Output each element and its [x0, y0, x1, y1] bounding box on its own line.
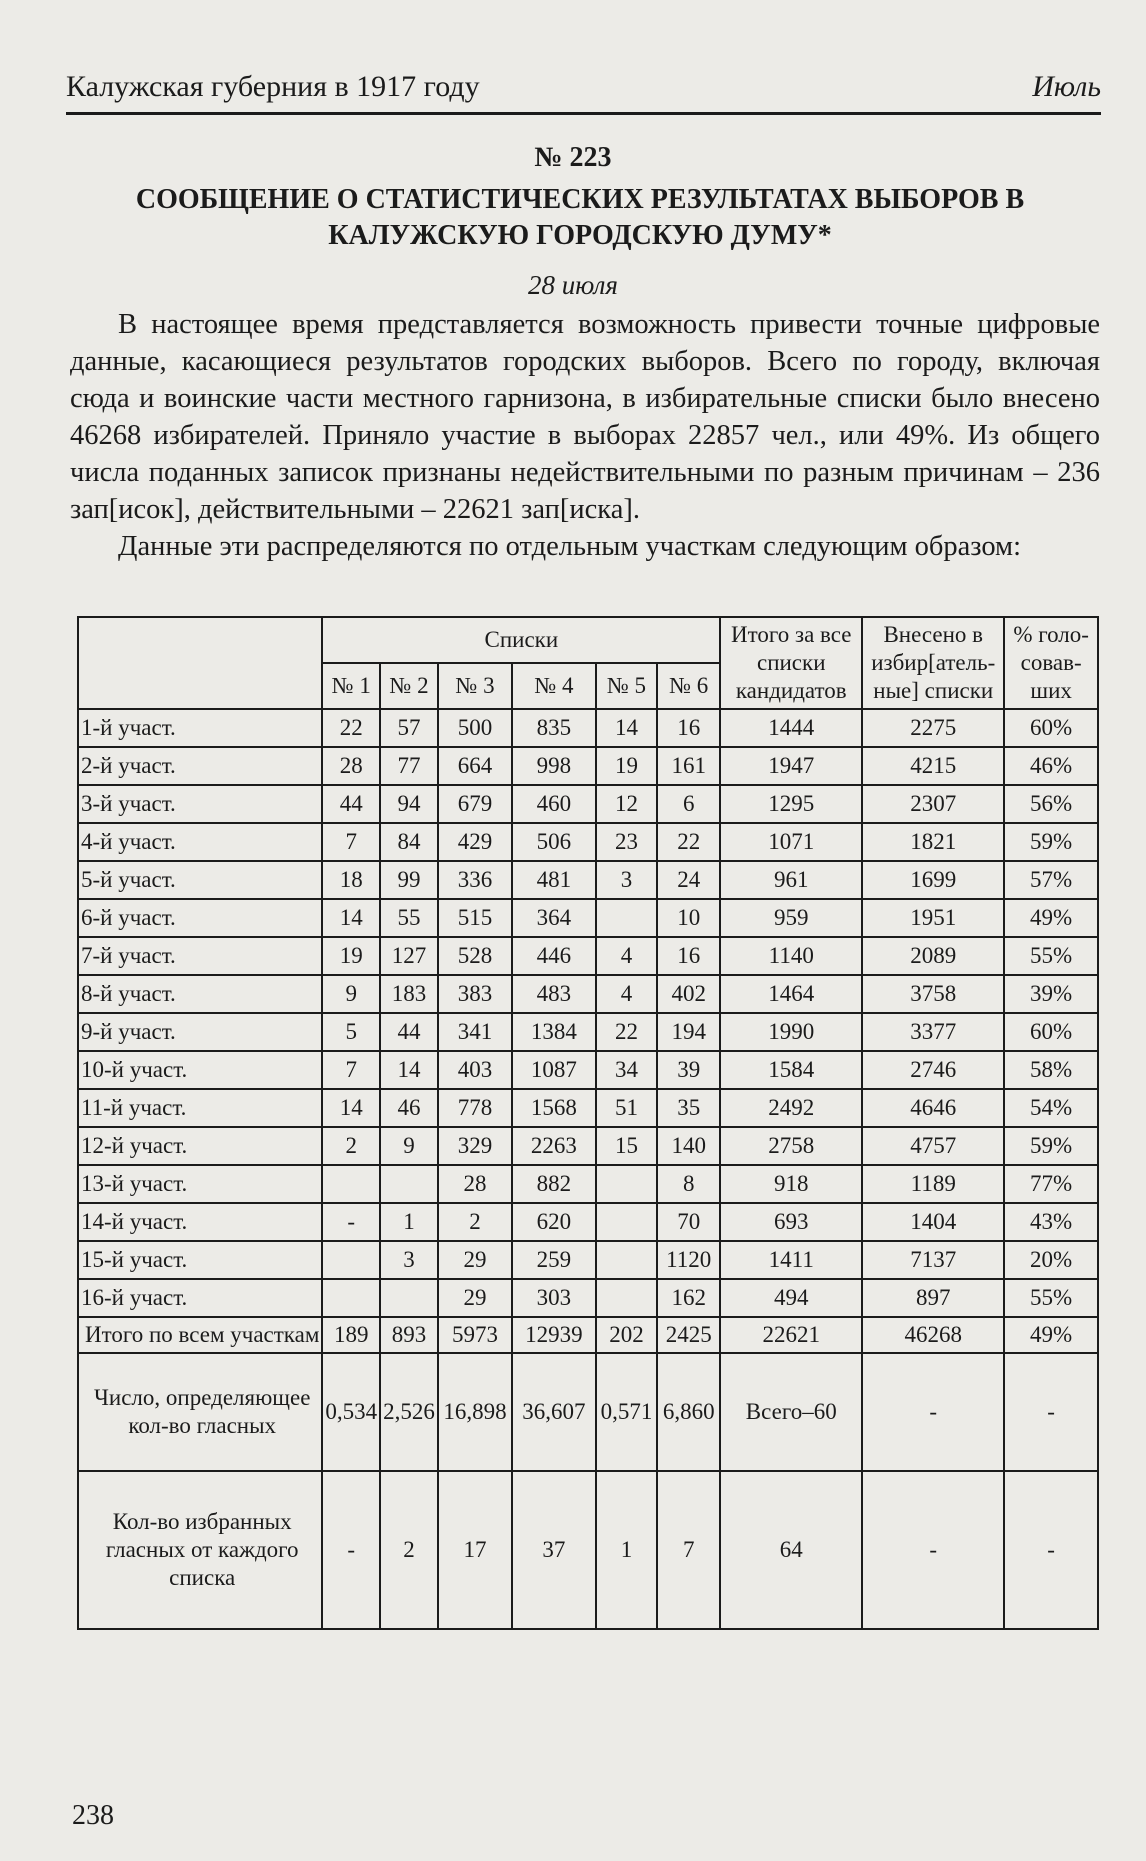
table-cell: 2758 — [720, 1127, 862, 1165]
percent-column-header: % голо-совав-ших — [1004, 617, 1098, 709]
table-cell: 55% — [1004, 937, 1098, 975]
table-row — [78, 785, 1098, 823]
table-cell: 1384 — [512, 1013, 596, 1051]
table-cell: 12 — [596, 785, 657, 823]
total-column-header: Итого за все списки кандидатов — [720, 617, 862, 709]
table-cell: 59% — [1004, 1127, 1098, 1165]
table-cell: 1140 — [720, 937, 862, 975]
body-text — [70, 306, 1100, 565]
table-cell: 336 — [438, 861, 512, 899]
table-cell: 1071 — [720, 823, 862, 861]
table-cell: 162 — [657, 1279, 720, 1317]
table-cell: 383 — [438, 975, 512, 1013]
table-cell: 3 — [380, 1241, 438, 1279]
table-cell: 24 — [657, 861, 720, 899]
table-cell: 959 — [720, 899, 862, 937]
table-cell: 77% — [1004, 1165, 1098, 1203]
table-cell: 1295 — [720, 785, 862, 823]
table-cell: 183 — [380, 975, 438, 1013]
table-cell: 460 — [512, 785, 596, 823]
table-cell: 35 — [657, 1089, 720, 1127]
table-cell: Всего–60 — [720, 1353, 862, 1471]
paragraph: В настоящее время представляется возможность привести точные цифровые данные, касающиеся результатов городских выборов. Всего по городу, включая сюда и воинские части местного гарнизона, в избирательные списки было внесено 46268 избирателей. Приняло участие в выборах 22857 чел., или 49%. Из общего числа поданных записок признаны недействительными по разным причинам – 236 зап[исок], действительными – 22621 зап[иска]. — [70, 309, 1100, 525]
table-cell: 77 — [380, 747, 438, 785]
list-column-header: № 6 — [657, 663, 720, 709]
table-cell: 1951 — [862, 899, 1004, 937]
table-cell: 506 — [512, 823, 596, 861]
table-row — [78, 1165, 1098, 1203]
table-cell: 70 — [657, 1203, 720, 1241]
table-cell: 2275 — [862, 709, 1004, 747]
table-cell: 10 — [657, 899, 720, 937]
table-cell: 494 — [720, 1279, 862, 1317]
table-cell: 55% — [1004, 1279, 1098, 1317]
table-cell: 18 — [322, 861, 380, 899]
lists-header: Списки — [322, 617, 720, 663]
table-cell: 51 — [596, 1089, 657, 1127]
table-cell: 34 — [596, 1051, 657, 1089]
table-cell: 515 — [438, 899, 512, 937]
table-cell: 1444 — [720, 709, 862, 747]
table-cell: 7 — [322, 1051, 380, 1089]
row-label: 4-й участ. — [78, 823, 322, 861]
table-cell: 14 — [322, 1089, 380, 1127]
table-cell: 446 — [512, 937, 596, 975]
table-cell: 60% — [1004, 1013, 1098, 1051]
table-cell — [596, 1279, 657, 1317]
table-cell — [322, 1241, 380, 1279]
table-cell: 3758 — [862, 975, 1004, 1013]
table-cell: 528 — [438, 937, 512, 975]
table-cell: 194 — [657, 1013, 720, 1051]
table-cell: 16,898 — [438, 1353, 512, 1471]
table-cell: 55 — [380, 899, 438, 937]
row-label: Итого по всем участкам — [78, 1317, 322, 1353]
table-row — [78, 709, 1098, 747]
table-cell: 49% — [1004, 899, 1098, 937]
table-cell: 22621 — [720, 1317, 862, 1353]
list-column-header: № 4 — [512, 663, 596, 709]
table-cell: 28 — [438, 1165, 512, 1203]
table-cell: 620 — [512, 1203, 596, 1241]
table-cell: 14 — [380, 1051, 438, 1089]
table-cell: 44 — [380, 1013, 438, 1051]
table-cell: 259 — [512, 1241, 596, 1279]
table-cell: 22 — [596, 1013, 657, 1051]
table-cell: 202 — [596, 1317, 657, 1353]
table-cell: 1568 — [512, 1089, 596, 1127]
table-cell: 693 — [720, 1203, 862, 1241]
table-cell: 29 — [438, 1241, 512, 1279]
table-cell: 2089 — [862, 937, 1004, 975]
table-cell: 1821 — [862, 823, 1004, 861]
row-label: 11-й участ. — [78, 1089, 322, 1127]
table-cell: 6,860 — [657, 1353, 720, 1471]
table-row — [78, 1051, 1098, 1089]
table-cell: 2263 — [512, 1127, 596, 1165]
table-row — [78, 899, 1098, 937]
row-label: 15-й участ. — [78, 1241, 322, 1279]
table-cell — [322, 1279, 380, 1317]
table-cell: - — [862, 1353, 1004, 1471]
table-cell: 664 — [438, 747, 512, 785]
row-label: 9-й участ. — [78, 1013, 322, 1051]
table-cell: 127 — [380, 937, 438, 975]
table-cell: - — [1004, 1353, 1098, 1471]
document-title: СООБЩЕНИЕ О СТАТИСТИЧЕСКИХ РЕЗУЛЬТАТАХ ВЫБОРОВ В КАЛУЖСКУЮ ГОРОДСКУЮ ДУМУ* — [135, 184, 1025, 251]
table-cell: 1404 — [862, 1203, 1004, 1241]
table-row — [78, 823, 1098, 861]
table-cell: 483 — [512, 975, 596, 1013]
running-header — [66, 62, 1101, 115]
table-cell: 36,607 — [512, 1353, 596, 1471]
table-cell: 12939 — [512, 1317, 596, 1353]
table-cell: 19 — [596, 747, 657, 785]
table-cell: 1990 — [720, 1013, 862, 1051]
row-label: 7-й участ. — [78, 937, 322, 975]
row-label: Кол-во избранных гласных от каждого списка — [78, 1471, 322, 1629]
table-cell: 189 — [322, 1317, 380, 1353]
table-cell: 16 — [657, 937, 720, 975]
table-cell: 341 — [438, 1013, 512, 1051]
table-cell: 9 — [322, 975, 380, 1013]
table-cell: 46268 — [862, 1317, 1004, 1353]
table-cell: 835 — [512, 709, 596, 747]
table-cell — [596, 1165, 657, 1203]
table-cell: 7 — [657, 1471, 720, 1629]
table-cell: - — [322, 1203, 380, 1241]
table-cell: 1 — [380, 1203, 438, 1241]
list-column-header: № 3 — [438, 663, 512, 709]
table-row — [78, 861, 1098, 899]
table-cell: 3 — [596, 861, 657, 899]
table-cell: 998 — [512, 747, 596, 785]
election-results-table — [77, 616, 1099, 1630]
table-cell — [380, 1279, 438, 1317]
table-cell: 14 — [596, 709, 657, 747]
table-body — [78, 709, 1098, 1629]
table-cell: 4646 — [862, 1089, 1004, 1127]
table-cell: 893 — [380, 1317, 438, 1353]
table-cell: 1947 — [720, 747, 862, 785]
table-cell: 1584 — [720, 1051, 862, 1089]
page-number: 238 — [72, 1800, 114, 1831]
table-cell: 37 — [512, 1471, 596, 1629]
list-column-header: № 2 — [380, 663, 438, 709]
table-cell: 161 — [657, 747, 720, 785]
row-label: 1-й участ. — [78, 709, 322, 747]
row-label: 16-й участ. — [78, 1279, 322, 1317]
table-row — [78, 1241, 1098, 1279]
table-cell: 2492 — [720, 1089, 862, 1127]
table-cell: 60% — [1004, 709, 1098, 747]
table-cell: 64 — [720, 1471, 862, 1629]
table-row — [78, 1089, 1098, 1127]
row-label: 14-й участ. — [78, 1203, 322, 1241]
table-row — [78, 747, 1098, 785]
table-cell: 9 — [380, 1127, 438, 1165]
table-cell: 500 — [438, 709, 512, 747]
table-cell: 303 — [512, 1279, 596, 1317]
table-cell: 403 — [438, 1051, 512, 1089]
table-cell — [596, 1203, 657, 1241]
table-cell: 2425 — [657, 1317, 720, 1353]
table-row — [78, 1353, 1098, 1471]
table-cell: 2 — [380, 1471, 438, 1629]
table-cell: 402 — [657, 975, 720, 1013]
table-cell: 1120 — [657, 1241, 720, 1279]
table-cell: 7 — [322, 823, 380, 861]
row-label: 3-й участ. — [78, 785, 322, 823]
table-cell: 7137 — [862, 1241, 1004, 1279]
table-cell: 1464 — [720, 975, 862, 1013]
table-cell: 140 — [657, 1127, 720, 1165]
table-cell: 0,534 — [322, 1353, 380, 1471]
table-cell: 99 — [380, 861, 438, 899]
table-cell: 15 — [596, 1127, 657, 1165]
table-cell: 429 — [438, 823, 512, 861]
table-cell: 14 — [322, 899, 380, 937]
table-cell: 4215 — [862, 747, 1004, 785]
table-cell: 20% — [1004, 1241, 1098, 1279]
table-cell: 57 — [380, 709, 438, 747]
table-cell: 46% — [1004, 747, 1098, 785]
table-cell: 17 — [438, 1471, 512, 1629]
table-cell: 39% — [1004, 975, 1098, 1013]
table-cell: 5 — [322, 1013, 380, 1051]
table-cell: 56% — [1004, 785, 1098, 823]
table-row — [78, 937, 1098, 975]
document-number: № 223 — [534, 142, 612, 173]
table-cell: 4 — [596, 937, 657, 975]
table-cell: 918 — [720, 1165, 862, 1203]
table-cell: 0,571 — [596, 1353, 657, 1471]
table-cell: 59% — [1004, 823, 1098, 861]
table-row — [78, 1013, 1098, 1051]
corner-cell — [78, 617, 322, 709]
table-row — [78, 1203, 1098, 1241]
row-label: 2-й участ. — [78, 747, 322, 785]
table-cell: 4 — [596, 975, 657, 1013]
list-column-header: № 1 — [322, 663, 380, 709]
table-cell: 94 — [380, 785, 438, 823]
table-cell: 2746 — [862, 1051, 1004, 1089]
table-cell: 44 — [322, 785, 380, 823]
table-cell: 2,526 — [380, 1353, 438, 1471]
table-cell: 22 — [322, 709, 380, 747]
table-cell — [322, 1165, 380, 1203]
table-cell: 3377 — [862, 1013, 1004, 1051]
table-cell: - — [862, 1471, 1004, 1629]
table-cell: - — [1004, 1471, 1098, 1629]
table-cell: 16 — [657, 709, 720, 747]
row-label: 12-й участ. — [78, 1127, 322, 1165]
table-cell: 2307 — [862, 785, 1004, 823]
table-cell: 23 — [596, 823, 657, 861]
table-cell — [380, 1165, 438, 1203]
table-cell: 1 — [596, 1471, 657, 1629]
table-cell: 4757 — [862, 1127, 1004, 1165]
table-cell: 19 — [322, 937, 380, 975]
table-cell: 2 — [438, 1203, 512, 1241]
table-cell: 679 — [438, 785, 512, 823]
list-column-header: № 5 — [596, 663, 657, 709]
table-cell — [596, 1241, 657, 1279]
table-cell: 57% — [1004, 861, 1098, 899]
table-cell: 1411 — [720, 1241, 862, 1279]
paragraph: Данные эти распределяются по отдельным участкам следующим образом: — [118, 531, 1022, 562]
table-row — [78, 1317, 1098, 1353]
table-cell: 6 — [657, 785, 720, 823]
table-row — [78, 1279, 1098, 1317]
row-label: Число, определяющее кол-во гласных — [78, 1353, 322, 1471]
table-cell: 481 — [512, 861, 596, 899]
table-cell: 882 — [512, 1165, 596, 1203]
table-cell: 1699 — [862, 861, 1004, 899]
row-label: 6-й участ. — [78, 899, 322, 937]
table-cell: 5973 — [438, 1317, 512, 1353]
table-cell: 84 — [380, 823, 438, 861]
table-cell: 46 — [380, 1089, 438, 1127]
row-label: 8-й участ. — [78, 975, 322, 1013]
table-cell: 329 — [438, 1127, 512, 1165]
table-cell: 364 — [512, 899, 596, 937]
table-cell: 1087 — [512, 1051, 596, 1089]
table-cell: 8 — [657, 1165, 720, 1203]
table-row — [78, 975, 1098, 1013]
table-cell: 54% — [1004, 1089, 1098, 1127]
table-cell: 961 — [720, 861, 862, 899]
row-label: 5-й участ. — [78, 861, 322, 899]
table-row — [78, 1471, 1098, 1629]
table-cell: 58% — [1004, 1051, 1098, 1089]
header-month: Июль — [1032, 70, 1101, 103]
row-label: 13-й участ. — [78, 1165, 322, 1203]
table-cell: 2 — [322, 1127, 380, 1165]
table-cell: 29 — [438, 1279, 512, 1317]
header-title: Калужская губерния в 1917 году — [66, 70, 480, 103]
row-label: 10-й участ. — [78, 1051, 322, 1089]
table-cell: 778 — [438, 1089, 512, 1127]
table-cell: 49% — [1004, 1317, 1098, 1353]
table-cell: 22 — [657, 823, 720, 861]
document-date: 28 июля — [528, 270, 618, 300]
table-cell: 39 — [657, 1051, 720, 1089]
registered-column-header: Внесено в избир[атель-ные] списки — [862, 617, 1004, 709]
table-cell — [596, 899, 657, 937]
table-cell: 1189 — [862, 1165, 1004, 1203]
table-cell: 43% — [1004, 1203, 1098, 1241]
table-cell: 28 — [322, 747, 380, 785]
table-row — [78, 1127, 1098, 1165]
table-cell: 897 — [862, 1279, 1004, 1317]
table-cell: - — [322, 1471, 380, 1629]
